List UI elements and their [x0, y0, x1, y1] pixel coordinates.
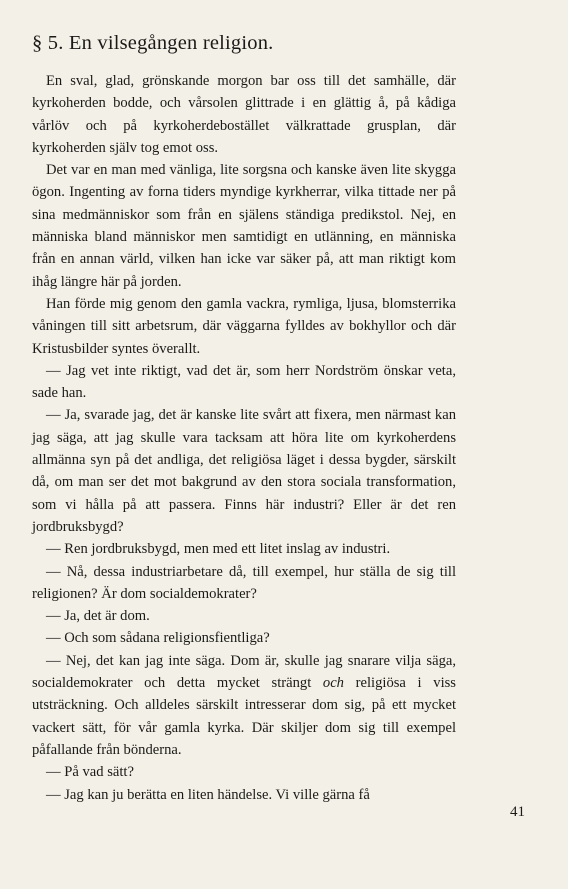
paragraph-9: — Och som sådana religionsfientliga? [46, 630, 270, 647]
paragraph-4: — Jag vet inte riktigt, vad det är, som herr Nordström önskar veta, sade han. [32, 362, 456, 402]
emphasis-word: och [322, 675, 344, 692]
paragraph-2: Det var en man med vänliga, lite sorgsna och kanske även lite skygga ögon. Ingenting av forna tiders myndige kyrkherrar, vilka tittade ner på sina medmänniskor som från en själens ständiga predikstol. Nej, en människa bland människor men samtidigt en utlänning, en människa från en annan värld, vilken han icke var säker på, att man riktigt kom ihåg längre här på jorden. [32, 162, 456, 290]
paragraph-7: — Nå, dessa industriarbetare då, till exempel, hur ställa de sig till religionen? Är dom socialdemokrater? [32, 563, 456, 602]
paragraph-1: En sval, glad, grönskande morgon bar oss till det samhälle, där kyrkoherden bodde, och vårsolen glittrade i en glättig å, på kådiga vårlöv och på kyrkoherdebostället välkrattade grusplan, där kyrkoherden själv tog emot oss. [32, 73, 456, 156]
paragraph-12: — Jag kan ju berätta en liten händelse. Vi ville gärna få [46, 786, 370, 803]
paragraph-11: — På vad sätt? [46, 764, 134, 781]
paragraph-3: Han förde mig genom den gamla vackra, rymliga, ljusa, blomsterrika våningen till sitt arbetsrum, där väggarna fylldes av bokhyllor och där Kristusbilder syntes överallt. [32, 295, 456, 357]
section-heading: § 5. En vilsegången religion. [32, 32, 274, 54]
body-text [32, 70, 456, 806]
paragraph-6: — Ren jordbruksbygd, men med ett litet inslag av industri. [46, 541, 391, 558]
page-number: 41 [510, 804, 525, 820]
paragraph-8: — Ja, det är dom. [46, 608, 150, 625]
paragraph-5: — Ja, svarade jag, det är kanske lite svårt att fixera, men närmast kan jag säga, att jag skulle vara tacksam att höra lite om kyrkoherdens allmänna syn på det andliga, det religiösa läget i dessa bygder, särskilt då, om man ser det mot bakgrund av den stora sociala transformation, som vi hålla på att passera. Finns här industri? Eller är det ren jordbruksbygd? [32, 407, 456, 535]
paragraph-10: — Nej, det kan jag inte säga. Dom är, skulle jag snarare vilja säga, socialdemokrater och detta mycket strängt och religiösa i viss utsträckning. Och alldeles särskilt intresserar dom sig, på ett mycket vackert sätt, för vår gamla kyrka. Där skiljer dom sig till exempel påfallande från bönderna. [32, 652, 456, 758]
